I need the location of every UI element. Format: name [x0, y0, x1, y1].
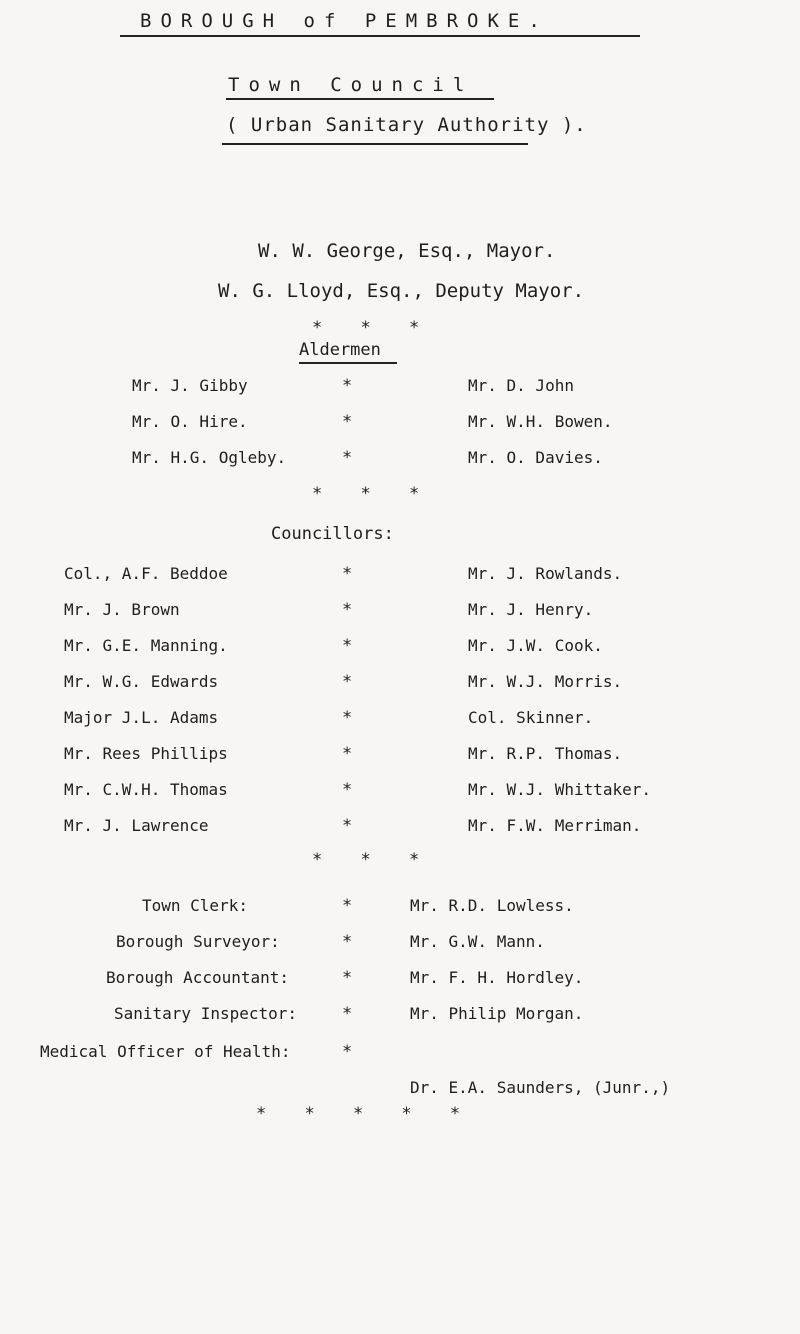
councillor-right-8: Mr. F.W. Merriman.	[468, 816, 642, 835]
councillor-left-7: Mr. C.W.H. Thomas	[64, 780, 228, 799]
councillor-right-2: Mr. J. Henry.	[468, 600, 594, 619]
councillor-right-7: Mr. W.J. Whittaker.	[468, 780, 652, 799]
councillor-left-5: Major J.L. Adams	[64, 708, 219, 727]
alderman-left-1: Mr. J. Gibby	[132, 376, 248, 395]
separator-stars-final: * * * * *	[256, 1104, 475, 1124]
officer-title-1: Town Clerk:	[142, 896, 248, 915]
officer-title-5: Medical Officer of Health:	[40, 1042, 291, 1061]
deputy-mayor-line: W. G. Lloyd, Esq., Deputy Mayor.	[218, 280, 585, 302]
councillor-left-2: Mr. J. Brown	[64, 600, 180, 619]
alderman-right-2: Mr. W.H. Bowen.	[468, 412, 613, 431]
aldermen-heading: Aldermen	[299, 340, 381, 360]
councillor-right-3: Mr. J.W. Cook.	[468, 636, 603, 655]
councillor-star-6: *	[342, 744, 353, 764]
officer-name-3: Mr. F. H. Hordley.	[410, 968, 584, 987]
councillor-star-8: *	[342, 816, 353, 836]
authority-underline	[222, 143, 528, 145]
alderman-star-1: *	[342, 376, 353, 396]
councillor-left-4: Mr. W.G. Edwards	[64, 672, 219, 691]
alderman-left-2: Mr. O. Hire.	[132, 412, 248, 431]
councillors-heading: Councillors:	[271, 524, 394, 544]
councillor-right-4: Mr. W.J. Morris.	[468, 672, 623, 691]
separator-stars: * * *	[312, 850, 434, 870]
alderman-right-1: Mr. D. John	[468, 376, 574, 395]
officer-name-2: Mr. G.W. Mann.	[410, 932, 545, 951]
councillor-right-5: Col. Skinner.	[468, 708, 594, 727]
officer-star-2: *	[342, 932, 353, 952]
separator-stars: * * *	[312, 318, 434, 338]
alderman-right-3: Mr. O. Davies.	[468, 448, 603, 467]
councillor-right-6: Mr. R.P. Thomas.	[468, 744, 623, 763]
mayor-line: W. W. George, Esq., Mayor.	[258, 240, 556, 262]
councillor-star-2: *	[342, 600, 353, 620]
alderman-star-3: *	[342, 448, 353, 468]
councillor-left-6: Mr. Rees Phillips	[64, 744, 228, 763]
councillor-star-4: *	[342, 672, 353, 692]
officer-name-5: Dr. E.A. Saunders, (Junr.,)	[410, 1078, 671, 1097]
council-underline	[226, 98, 494, 100]
alderman-star-2: *	[342, 412, 353, 432]
borough-title: BOROUGH of PEMBROKE.	[140, 10, 549, 32]
officer-star-1: *	[342, 896, 353, 916]
councillor-left-8: Mr. J. Lawrence	[64, 816, 209, 835]
officer-star-4: *	[342, 1004, 353, 1024]
officer-star-5: *	[342, 1042, 353, 1062]
officer-name-1: Mr. R.D. Lowless.	[410, 896, 574, 915]
title-underline	[120, 35, 640, 37]
councillor-star-5: *	[342, 708, 353, 728]
separator-stars: * * *	[312, 484, 434, 504]
council-title: Town Council	[228, 74, 474, 96]
councillor-right-1: Mr. J. Rowlands.	[468, 564, 623, 583]
councillor-left-1: Col., A.F. Beddoe	[64, 564, 228, 583]
officer-star-3: *	[342, 968, 353, 988]
authority-subtitle: ( Urban Sanitary Authority ).	[226, 114, 587, 136]
councillor-star-3: *	[342, 636, 353, 656]
aldermen-underline	[299, 362, 397, 364]
councillor-star-1: *	[342, 564, 353, 584]
officer-name-4: Mr. Philip Morgan.	[410, 1004, 584, 1023]
officer-title-3: Borough Accountant:	[106, 968, 290, 987]
councillor-left-3: Mr. G.E. Manning.	[64, 636, 228, 655]
councillor-star-7: *	[342, 780, 353, 800]
alderman-left-3: Mr. H.G. Ogleby.	[132, 448, 287, 467]
officer-title-2: Borough Surveyor:	[116, 932, 280, 951]
officer-title-4: Sanitary Inspector:	[114, 1004, 298, 1023]
